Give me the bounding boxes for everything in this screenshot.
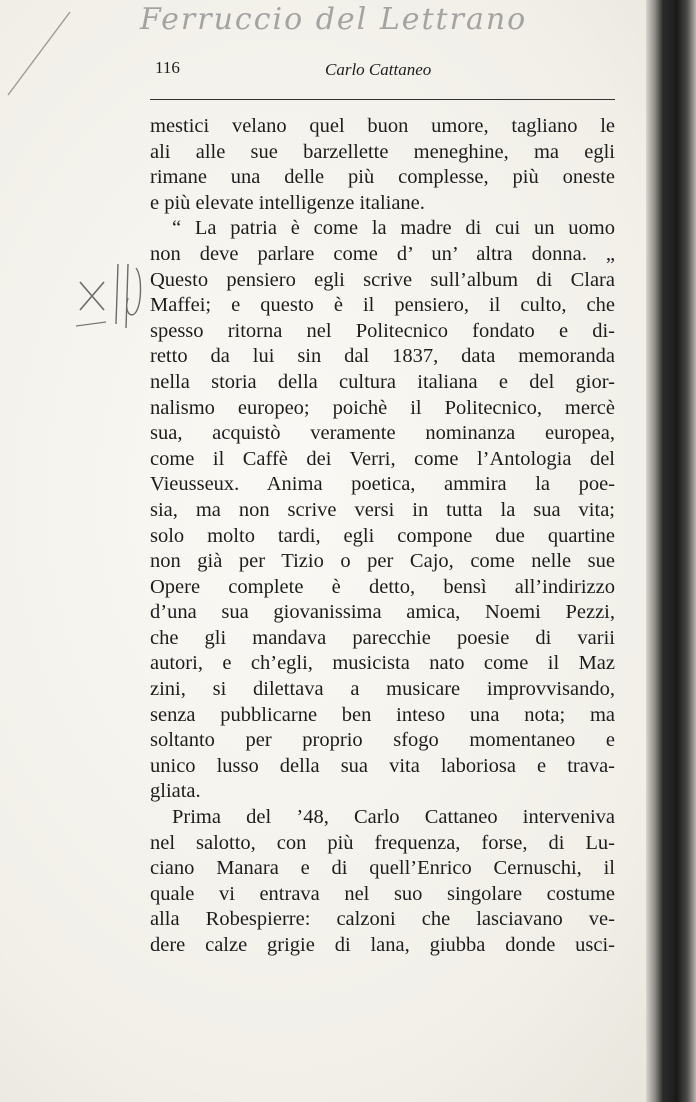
text-line: mestici velano quel buon umore, tagliano le	[150, 115, 615, 137]
text-line: non già per Tizio o per Cajo, come nelle sue	[150, 550, 615, 573]
running-head: Carlo Cattaneo	[325, 60, 432, 79]
text-line: zini, si dilettava a musicare improvvisando,	[150, 678, 615, 701]
pencil-scratch-top-left	[0, 0, 140, 140]
text-line: rimane una delle più complesse, più oneste	[150, 166, 615, 189]
text-line: solo molto tardi, egli compone due quartine	[150, 524, 615, 547]
text-line: che gli mandava parecchie poesie di varii	[150, 626, 615, 649]
text-line: Opere complete è detto, bensì all’indirizzo	[150, 575, 615, 598]
text-line: dere calze grigie di lana, giubba donde usci-	[150, 934, 615, 956]
text-line: nel salotto, con più frequenza, forse, di Lu-	[150, 831, 615, 854]
text-line: nalismo europeo; poichè il Politecnico, mercè	[150, 396, 615, 419]
text-line: retto da lui sin dal 1837, data memoranda	[150, 345, 615, 368]
text-line: Prima del ’48, Carlo Cattaneo interveniva	[172, 806, 615, 829]
text-line: Questo pensiero egli scrive sull’album di Clara	[150, 268, 615, 291]
text-line: soltanto per proprio sfogo momentaneo e	[150, 729, 615, 752]
text-line: quale vi entrava nel suo singolare costume	[150, 882, 615, 905]
page-number: 116	[155, 58, 180, 77]
text-line: “ La patria è come la madre di cui un uomo	[172, 217, 615, 240]
text-line: come il Caffè dei Verri, come l’Antologia del	[150, 447, 615, 470]
header-rule	[150, 99, 615, 100]
text-line: sua, acquistò veramente nominanza europea,	[150, 422, 615, 445]
text-line: gliata.	[150, 780, 201, 803]
text-line: sia, ma non scrive versi in tutta la sua vita;	[150, 498, 615, 521]
text-line: senza pubblicarne ben inteso una nota; ma	[150, 703, 615, 726]
text-line: unico lusso della sua vita laboriosa e trava-	[150, 754, 615, 777]
text-line: nella storia della cultura italiana e del gior-	[150, 370, 615, 393]
text-line: ali alle sue barzellette meneghine, ma egli	[150, 140, 615, 163]
body-text	[150, 114, 615, 959]
page-header	[150, 58, 615, 84]
text-line: spesso ritorna nel Politecnico fondato e di-	[150, 319, 615, 342]
text-line: alla Robespierre: calzoni che lasciavano ve-	[150, 908, 615, 931]
handwritten-note: Ferruccio del Lettrano	[140, 2, 528, 37]
text-line: d’una sua giovanissima amica, Noemi Pezzi,	[150, 601, 615, 624]
book-binding-edge	[646, 0, 696, 1102]
text-line: non deve parlare come d’ un’ altra donna. „	[150, 242, 615, 265]
text-line: Vieusseux. Anima poetica, ammira la poe-	[150, 473, 615, 496]
text-line: e più elevate intelligenze italiane.	[150, 191, 425, 214]
text-line: Maffei; e questo è il pensiero, il culto, che	[150, 294, 615, 317]
text-line: autori, e ch’egli, musicista nato come il Maz	[150, 652, 615, 675]
text-line: ciano Manara e di quell’Enrico Cernuschi, il	[150, 857, 615, 880]
margin-annotation-mark	[76, 262, 146, 342]
